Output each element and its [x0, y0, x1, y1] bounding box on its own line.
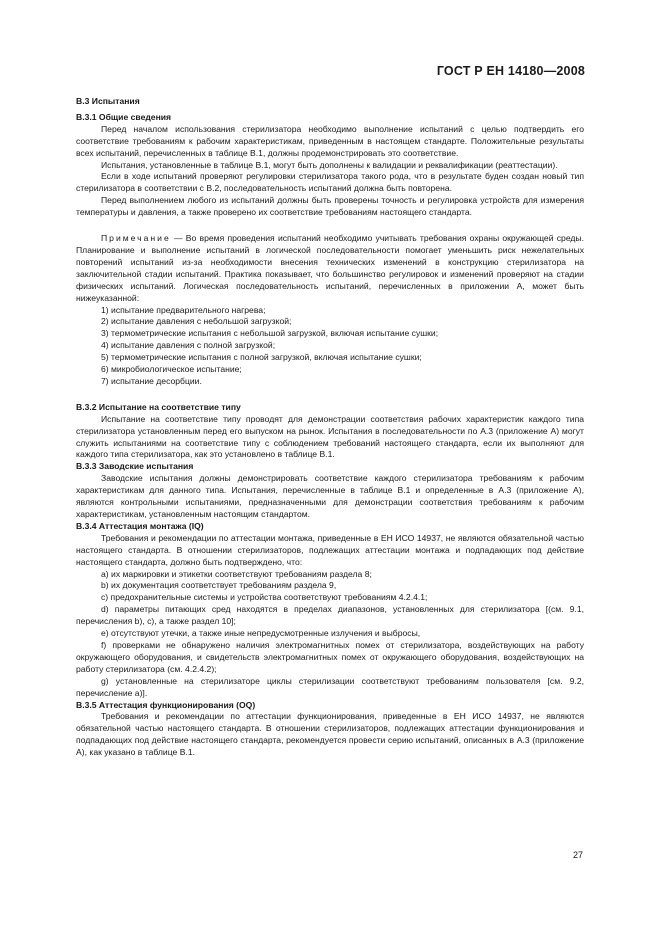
- note-text: — Во время проведения испытаний необходимо учитывать требования охраны окружающей среды. Планирование и выполнение испытаний в логической последовательности помогает уменьшить риск нежелательных повторений испытаний из-за необходимости внесения технических изменений в конструкцию стерилизатора на заключительной стадии испытаний. Практика показывает, что большинство регулировок и изменений проверяют на стадии физических испытаний. Логическая последовательность испытаний, перечисленных в приложении А, может быть нижеуказанной:: [76, 233, 584, 303]
- list-item: е) отсутствуют утечки, а также иные непредусмотренные излучения и выбросы,: [101, 628, 421, 639]
- document-id-header: ГОСТ Р ЕН 14180—2008: [436, 64, 585, 78]
- list-item: 4) испытание давления с полной загрузкой;: [101, 340, 276, 351]
- list-item: с) предохранительные системы и устройства соответствуют требованиям 4.2.4.1;: [101, 592, 428, 603]
- list-item: 2) испытание давления с небольшой загрузкой;: [101, 316, 292, 327]
- paragraph: Требования и рекомендации по аттестации функционирования, приведенные в ЕН ИСО 14937, не являются обязательной частью настоящего стандарта. В отношении стерилизаторов, подлежащих аттестации функционирования и подпадающих под действие настоящего стандарта, рекомендуется провести серию испытаний, описанных в А.3 (приложение А), как указано в таблице В.1.: [76, 711, 584, 758]
- paragraph: Испытания, установленные в таблице В.1, могут быть дополнены к валидации и реквалификации (реаттестации).: [101, 159, 558, 170]
- page-body: [76, 96, 584, 759]
- section-b35-title: В.3.5 Аттестация функционирования (OQ): [76, 699, 256, 710]
- list-item: g) установленные на стерилизаторе циклы стерилизации соответствуют требованиям пользователя [см. 9.2, перечисление а)].: [76, 675, 584, 698]
- section-b3-title: В.3 Испытания: [76, 96, 140, 106]
- list-item: 3) термометрические испытания с небольшой загрузкой, включая испытание сушки;: [101, 328, 439, 339]
- paragraph: Заводские испытания должны демонстрировать соответствие каждого стерилизатора требованиям к рабочим характеристикам для данного типа. Испытания, перечисленные в таблице В.1 и определенные в А.3 (приложение А), являются контрольными испытаниями, предназначенными для демонстрации соответствия требованиям к рабочим характеристикам, установленным настоящим стандартом.: [76, 473, 584, 519]
- page-number: 27: [572, 850, 583, 860]
- list-item: 1) испытание предварительного нагрева;: [101, 304, 266, 315]
- note-paragraph: [76, 233, 584, 304]
- paragraph: Перед началом использования стерилизатора необходимо выполнение испытаний с целью подтвердить его соответствие требованиям к рабочим характеристикам, приведенным в настоящем стандарте. Положительные результаты всех испытаний, перечисленных в таблице В.1, должны продемонстрировать это соответствие.: [76, 123, 584, 158]
- paragraph: Испытание на соответствие типу проводят для демонстрации соответствия рабочих характеристик каждого типа стерилизатора установленным перед его выпуском на рынок. Испытания в последовательности по А.3 (приложение А) могут служить испытаниями на соответствие типу с соблюдением требований настоящего стандарта, если их выполняют для каждого типа стерилизатора, как это установлено в таблице В.1.: [76, 413, 584, 460]
- paragraph: Если в ходе испытаний проверяют регулировки стерилизатора такого рода, что в результате буден создан новый тип стерилизатора в соответствии с В.2, последовательность испытаний должна быть повторена.: [76, 171, 584, 194]
- list-item: f) проверками не обнаружено наличия электромагнитных помех от стерилизатора, воздействующих на работу окружающего оборудования, и свидетельств электромагнитных помех от окружающего оборудования, воздействующих на работу стерилизатора (см. 4.2.4.2);: [76, 639, 584, 674]
- section-b31-title: В.3.1 Общие сведения: [76, 111, 172, 122]
- paragraph: Требования и рекомендации по аттестации монтажа, приведенные в ЕН ИСО 14937, не являются обязательной частью настоящего стандарта. В отношении стерилизаторов, подлежащих аттестации монтажа и подпадающих под действие настоящего стандарта, должно быть подтверждено, что:: [76, 532, 584, 567]
- section-b32-title: В.3.2 Испытание на соответствие типу: [76, 401, 241, 412]
- list-item: 6) микробиологическое испытание;: [101, 364, 242, 375]
- list-item: а) их маркировки и этикетки соответствуют требованиям раздела 8;: [101, 568, 372, 579]
- note-label: Примечание: [101, 233, 171, 244]
- list-item: d) параметры питающих сред находятся в пределах диапазонов, установленных для стерилизатора [(см. 9.1, перечисления b), с), а также раздел 10];: [76, 604, 584, 627]
- paragraph: Перед выполнением любого из испытаний должны быть проверены точность и регулировка устройств для измерения температуры и давления, а также проверено их соответствие требованиям настоящего стандарта.: [76, 195, 584, 218]
- list-item: 7) испытание десорбции.: [101, 375, 202, 386]
- list-item: b) их документация соответствует требованиям раздела 9,: [101, 580, 337, 591]
- list-item: 5) термометрические испытания с полной загрузкой, включая испытание сушки;: [101, 352, 422, 363]
- section-b33-title: В.3.3 Заводские испытания: [76, 461, 194, 472]
- section-b34-title: В.3.4 Аттестация монтажа (IQ): [76, 520, 204, 531]
